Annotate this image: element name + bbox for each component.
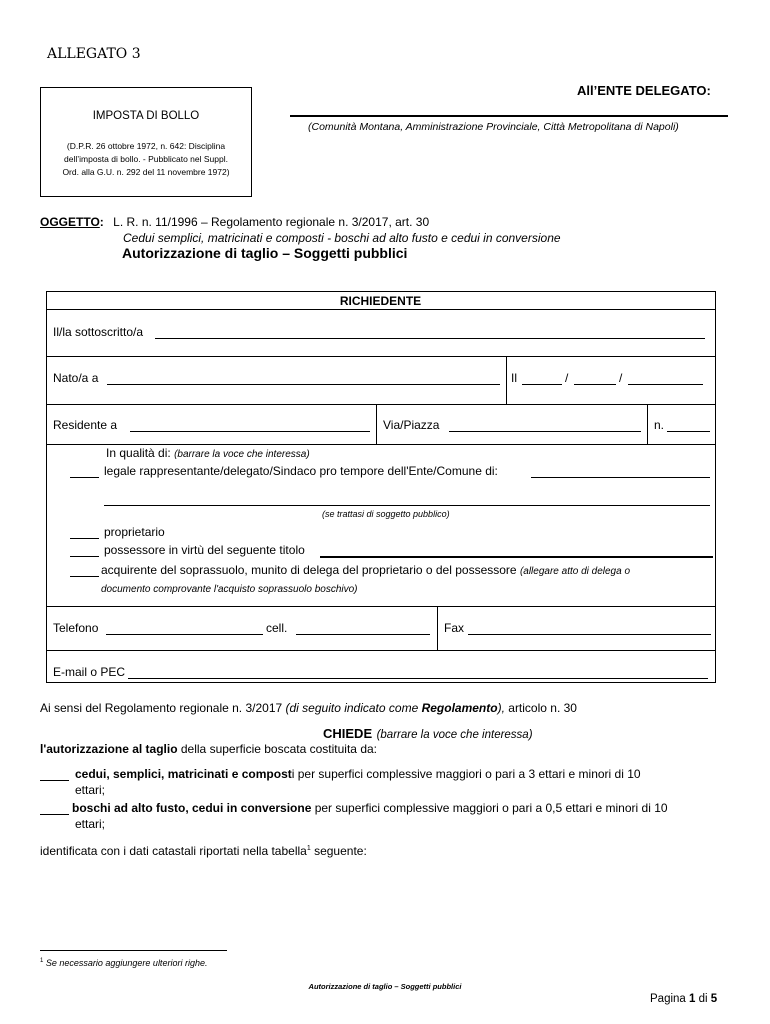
oggetto-label: OGGETTO	[40, 215, 100, 229]
email-label: E-mail o PEC	[53, 665, 126, 679]
table-rule	[46, 356, 715, 357]
autorizzazione-paragraph	[40, 742, 377, 756]
richiedente-header: RICHIEDENTE	[339, 294, 422, 308]
ente-comune-field[interactable]	[531, 477, 710, 478]
footnote-rule	[40, 950, 227, 951]
ai-sensi-text: ),	[497, 701, 509, 715]
nato-label: Nato/a a	[53, 371, 99, 385]
il-label: Il	[511, 371, 517, 385]
page-total: 5	[710, 993, 718, 1005]
cell-field[interactable]	[296, 634, 430, 635]
oggetto-text1: L. R. n. 11/1996 – Regolamento regionale n. 3/2017, art. 30	[113, 215, 430, 229]
oggetto-line1	[40, 215, 429, 229]
ente-comune-field-2[interactable]	[104, 505, 710, 506]
numero-field[interactable]	[667, 431, 710, 432]
nato-field[interactable]	[107, 384, 500, 385]
identificata-paragraph	[40, 844, 367, 858]
footnote-ref: 1	[306, 845, 311, 852]
pubblico-note: (se trattasi di soggetto pubblico)	[322, 509, 450, 519]
opt-possessore-label: possessore in virtù del seguente titolo	[104, 543, 305, 557]
check-acquirente[interactable]	[70, 576, 99, 577]
residente-field[interactable]	[130, 431, 370, 432]
autorizzazione-bold: l'autorizzazione al taglio	[40, 742, 178, 756]
qualita-label	[106, 446, 310, 460]
bollo-title: IMPOSTA DI BOLLO	[92, 110, 200, 122]
bollo-note-line: dell’imposta di bollo. - Pubblicato nel Suppl.	[64, 154, 228, 164]
footnote	[40, 958, 207, 968]
table-rule	[46, 309, 715, 310]
qualita-note: (barrare la voce che interessa)	[174, 449, 310, 460]
chiede-note: (barrare la voce che interessa)	[376, 729, 533, 741]
opt-acquirente-label	[101, 563, 630, 577]
via-field[interactable]	[449, 431, 641, 432]
via-label: Via/Piazza	[383, 418, 440, 432]
opt-proprietario-label: proprietario	[104, 525, 165, 539]
opt-boschi-cont: ettari;	[75, 817, 106, 831]
sottoscritto-field[interactable]	[155, 338, 705, 339]
check-possessore[interactable]	[70, 556, 99, 557]
opt-boschi-text: per superfici complessive maggiori o pari a 0,5 ettari e minori di 10	[311, 801, 668, 815]
bollo-note-line: (D.P.R. 26 ottobre 1972, n. 642: Disciplina	[66, 141, 226, 151]
check-cedui[interactable]	[40, 780, 69, 781]
richiedente-table	[46, 291, 716, 683]
page-number	[650, 993, 717, 1005]
identificata-text: seguente:	[310, 844, 367, 858]
ente-line	[290, 115, 728, 117]
opt-cedui-bold: cedui, semplici, matricinati e compost	[75, 767, 292, 781]
telefono-field[interactable]	[106, 634, 263, 635]
identificata-text: identificata con i dati catastali riportati nella tabella	[40, 844, 307, 858]
opt-legale-label: legale rappresentante/delegato/Sindaco pro tempore dell'Ente/Comune di:	[104, 464, 498, 478]
email-field[interactable]	[128, 678, 708, 679]
opt-cedui	[75, 767, 641, 781]
bollo-note	[41, 140, 251, 179]
table-rule	[46, 444, 715, 445]
numero-label: n.	[654, 418, 665, 432]
chiede-heading	[323, 725, 533, 743]
qualita-text: In qualità di:	[106, 446, 171, 460]
table-rule	[46, 650, 715, 651]
cell-label: cell.	[266, 621, 288, 635]
oggetto-text3: Autorizzazione di taglio – Soggetti pubblici	[122, 245, 408, 261]
date-year-field[interactable]	[628, 384, 703, 385]
page-current: 1	[689, 993, 696, 1005]
oggetto-text2: Cedui semplici, matricinati e composti - boschi ad alto fusto e cedui in conversione	[123, 231, 561, 245]
check-boschi[interactable]	[40, 814, 69, 815]
footnote-num: 1	[40, 958, 44, 964]
opt-cedui-text: i per superfici complessive maggiori o pari a 3 ettari e minori di 10	[291, 767, 641, 781]
date-month-field[interactable]	[574, 384, 616, 385]
ai-sensi-text: Regolamento	[421, 701, 498, 715]
opt-boschi-bold: boschi ad alto fusto, cedui in conversione	[72, 801, 312, 815]
acquirente-text: acquirente del soprassuolo, munito di delega del proprietario o del possessore	[101, 563, 517, 577]
ai-sensi-paragraph	[40, 701, 577, 715]
allegato-label: ALLEGATO 3	[47, 46, 141, 62]
acquirente-note-2: documento comprovante l'acquisto soprassuolo boschivo)	[101, 584, 358, 595]
page-label: Pagina	[650, 993, 686, 1005]
fax-label: Fax	[444, 621, 465, 635]
autorizzazione-text: della superficie boscata costituita da:	[177, 742, 377, 756]
check-legale[interactable]	[70, 477, 99, 478]
page-of: di	[698, 993, 708, 1005]
table-vrule	[506, 356, 507, 404]
bollo-note-line: Ord. alla G.U. n. 292 del 11 novembre 1972)	[62, 167, 230, 177]
opt-boschi	[72, 801, 668, 815]
chiede-text: CHIEDE	[323, 726, 373, 741]
date-slash: /	[565, 371, 569, 385]
sottoscritto-label: Il/la sottoscritto/a	[53, 325, 144, 339]
footer-title: Autorizzazione di taglio – Soggetti pubblici	[308, 982, 462, 991]
acquirente-note: (allegare atto di delega o	[519, 566, 631, 577]
table-vrule	[647, 404, 648, 444]
footnote-text: Se necessario aggiungere ulteriori righe.	[45, 958, 208, 968]
titolo-field[interactable]	[320, 556, 713, 558]
date-slash: /	[619, 371, 623, 385]
check-proprietario[interactable]	[70, 538, 99, 539]
ente-title: All’ENTE DELEGATO:	[577, 83, 711, 98]
opt-cedui-cont: ettari;	[75, 783, 106, 797]
ai-sensi-text: articolo n. 30	[508, 701, 577, 715]
ente-note: (Comunità Montana, Amministrazione Provinciale, Città Metropolitana di Napoli)	[308, 121, 679, 133]
date-day-field[interactable]	[522, 384, 562, 385]
table-rule	[46, 606, 715, 607]
table-vrule	[376, 404, 377, 444]
oggetto-colon: :	[99, 215, 104, 229]
bollo-box	[40, 87, 252, 197]
ai-sensi-text: (di seguito indicato come	[285, 701, 422, 715]
telefono-label: Telefono	[53, 621, 99, 635]
fax-field[interactable]	[468, 634, 711, 635]
table-vrule	[437, 606, 438, 650]
residente-label: Residente a	[53, 418, 118, 432]
table-rule	[46, 404, 715, 405]
ai-sensi-text: Ai sensi del Regolamento regionale n. 3/2017	[40, 701, 286, 715]
